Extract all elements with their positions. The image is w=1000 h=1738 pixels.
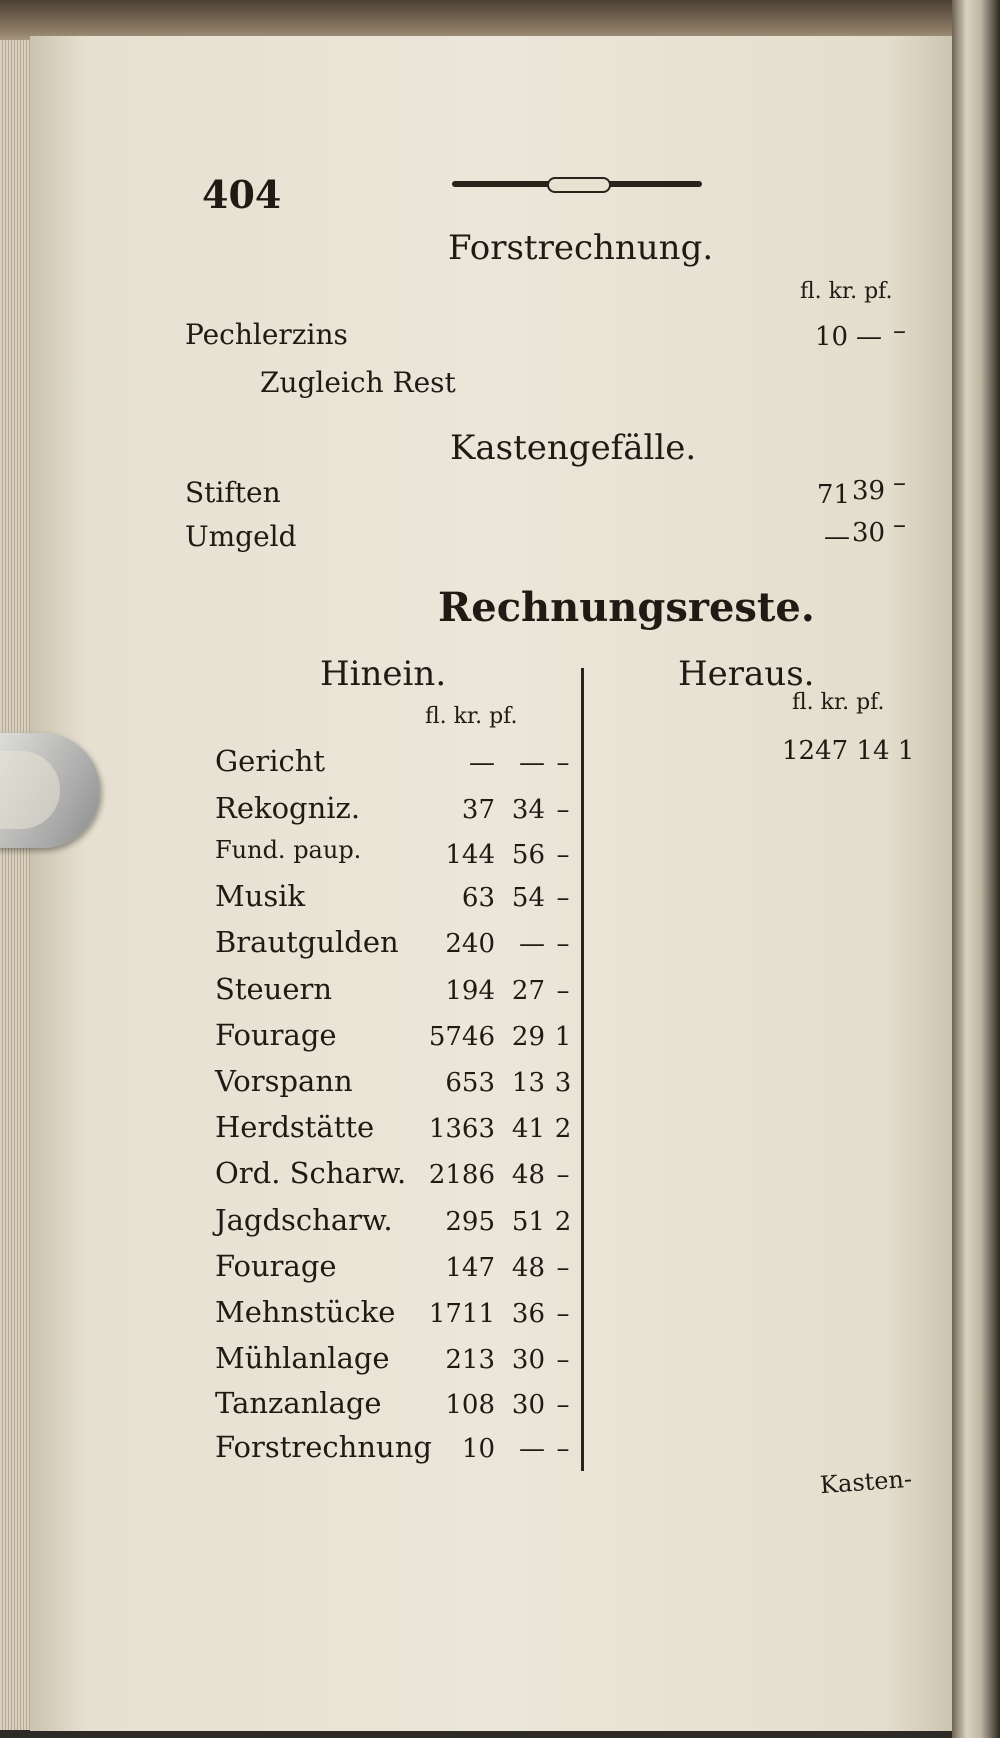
row-kr: 29 bbox=[511, 1022, 545, 1052]
row-label: Mehnstücke bbox=[215, 1295, 396, 1329]
heraus-value: 1247 14 1 bbox=[782, 736, 915, 766]
reste-row bbox=[215, 1203, 585, 1243]
forst-item-kr: — bbox=[856, 322, 882, 352]
kasten-item-kr: 30 bbox=[852, 518, 886, 548]
row-kr: 27 bbox=[511, 976, 545, 1006]
row-kr: 30 bbox=[511, 1390, 545, 1420]
row-fl: 5746 bbox=[428, 1022, 495, 1052]
row-label: Forstrechnung bbox=[215, 1430, 432, 1464]
row-fl: 1363 bbox=[428, 1114, 495, 1144]
row-kr: 54 bbox=[511, 883, 545, 913]
row-pf: 1 bbox=[554, 1022, 572, 1052]
heraus-col-header: fl. kr. pf. bbox=[792, 690, 885, 715]
row-label: Steuern bbox=[215, 972, 333, 1006]
page-number: 404 bbox=[202, 172, 282, 217]
hinein-col-header: fl. kr. pf. bbox=[425, 704, 518, 729]
row-pf: – bbox=[556, 1390, 570, 1420]
reste-row bbox=[215, 1018, 585, 1058]
reste-row bbox=[215, 1110, 585, 1150]
kasten-item-pf: – bbox=[893, 468, 906, 498]
forst-item-label: Zugleich Rest bbox=[260, 366, 456, 399]
row-fl: 240 bbox=[445, 929, 495, 959]
book-gutter bbox=[952, 0, 1000, 1738]
row-pf: – bbox=[556, 929, 570, 959]
kasten-item-fl: 71 bbox=[816, 480, 850, 510]
reste-row bbox=[215, 1386, 585, 1426]
row-label: Brautgulden bbox=[215, 925, 399, 959]
row-kr: 48 bbox=[511, 1160, 545, 1190]
row-fl: 295 bbox=[445, 1207, 495, 1237]
row-kr: 48 bbox=[511, 1253, 545, 1283]
row-label: Musik bbox=[215, 879, 306, 913]
row-pf: – bbox=[556, 795, 570, 825]
kasten-item-label: Umgeld bbox=[185, 520, 297, 553]
row-kr: 56 bbox=[511, 840, 545, 870]
row-label: Rekogniz. bbox=[215, 791, 361, 825]
book-page bbox=[30, 36, 960, 1731]
row-fl: 108 bbox=[445, 1390, 495, 1420]
reste-row bbox=[215, 972, 585, 1012]
reste-row bbox=[215, 791, 585, 831]
row-fl: 213 bbox=[445, 1345, 495, 1375]
reste-row bbox=[215, 836, 585, 876]
row-kr: 36 bbox=[511, 1299, 545, 1329]
reste-row bbox=[215, 1156, 585, 1196]
reste-row bbox=[215, 925, 585, 965]
heraus-heading: Heraus. bbox=[678, 654, 815, 694]
row-pf: – bbox=[556, 976, 570, 1006]
row-fl: 1711 bbox=[428, 1299, 495, 1329]
row-fl: 63 bbox=[461, 883, 495, 913]
kasten-item-pf: – bbox=[893, 510, 906, 540]
section-heading-reste: Rechnungsreste. bbox=[438, 584, 815, 631]
row-fl: 37 bbox=[461, 795, 495, 825]
row-fl: 194 bbox=[445, 976, 495, 1006]
reste-row bbox=[215, 1295, 585, 1335]
row-label: Fourage bbox=[215, 1249, 337, 1283]
row-fl: 144 bbox=[445, 840, 495, 870]
reste-row bbox=[215, 1430, 585, 1470]
hinein-heading: Hinein. bbox=[320, 654, 447, 694]
row-pf: – bbox=[556, 1345, 570, 1375]
row-pf: – bbox=[556, 840, 570, 870]
row-label: Ord. Scharw. bbox=[215, 1156, 407, 1190]
reste-row bbox=[215, 744, 585, 784]
forst-item-pf: – bbox=[893, 316, 906, 346]
row-label: Jagdscharw. bbox=[215, 1203, 393, 1237]
row-pf: 2 bbox=[554, 1114, 572, 1144]
row-label: Tanzanlage bbox=[215, 1386, 382, 1420]
row-kr: 34 bbox=[511, 795, 545, 825]
kasten-item-label: Stiften bbox=[185, 476, 281, 509]
section-heading-forst: Forstrechnung. bbox=[448, 228, 714, 268]
reste-row bbox=[215, 1064, 585, 1104]
reste-row bbox=[215, 1341, 585, 1381]
row-label: Fourage bbox=[215, 1018, 337, 1052]
row-pf: – bbox=[556, 1299, 570, 1329]
forst-item-label: Pechlerzins bbox=[185, 318, 348, 351]
catchword: Kasten- bbox=[819, 1464, 913, 1500]
row-label: Gericht bbox=[215, 744, 326, 778]
reste-row bbox=[215, 1249, 585, 1289]
row-label: Herdstätte bbox=[215, 1110, 375, 1144]
row-pf: – bbox=[556, 748, 570, 778]
forst-col-header: fl. kr. pf. bbox=[800, 279, 893, 304]
row-fl: — bbox=[469, 748, 495, 778]
row-label: Fund. paup. bbox=[215, 836, 362, 864]
row-fl: 653 bbox=[445, 1068, 495, 1098]
kasten-item-kr: 39 bbox=[852, 476, 886, 506]
row-fl: 2186 bbox=[428, 1160, 495, 1190]
row-pf: – bbox=[556, 883, 570, 913]
row-label: Vorspann bbox=[215, 1064, 353, 1098]
header-ornament bbox=[452, 181, 702, 187]
row-pf: – bbox=[556, 1253, 570, 1283]
paper-clip-inner bbox=[0, 751, 60, 829]
row-kr: — bbox=[519, 1434, 545, 1464]
row-fl: 147 bbox=[445, 1253, 495, 1283]
row-kr: — bbox=[519, 748, 545, 778]
section-heading-kasten: Kastengefälle. bbox=[450, 428, 697, 468]
row-kr: 51 bbox=[511, 1207, 545, 1237]
row-label: Mühlanlage bbox=[215, 1341, 390, 1375]
row-kr: 41 bbox=[511, 1114, 545, 1144]
row-pf: – bbox=[556, 1160, 570, 1190]
row-pf: 3 bbox=[554, 1068, 572, 1098]
row-pf: 2 bbox=[554, 1207, 572, 1237]
forst-item-fl: 10 bbox=[814, 322, 848, 352]
row-fl: 10 bbox=[461, 1434, 495, 1464]
reste-row bbox=[215, 879, 585, 919]
row-kr: — bbox=[519, 929, 545, 959]
row-pf: – bbox=[556, 1434, 570, 1464]
row-kr: 13 bbox=[511, 1068, 545, 1098]
kasten-item-fl: — bbox=[824, 522, 850, 552]
row-kr: 30 bbox=[511, 1345, 545, 1375]
